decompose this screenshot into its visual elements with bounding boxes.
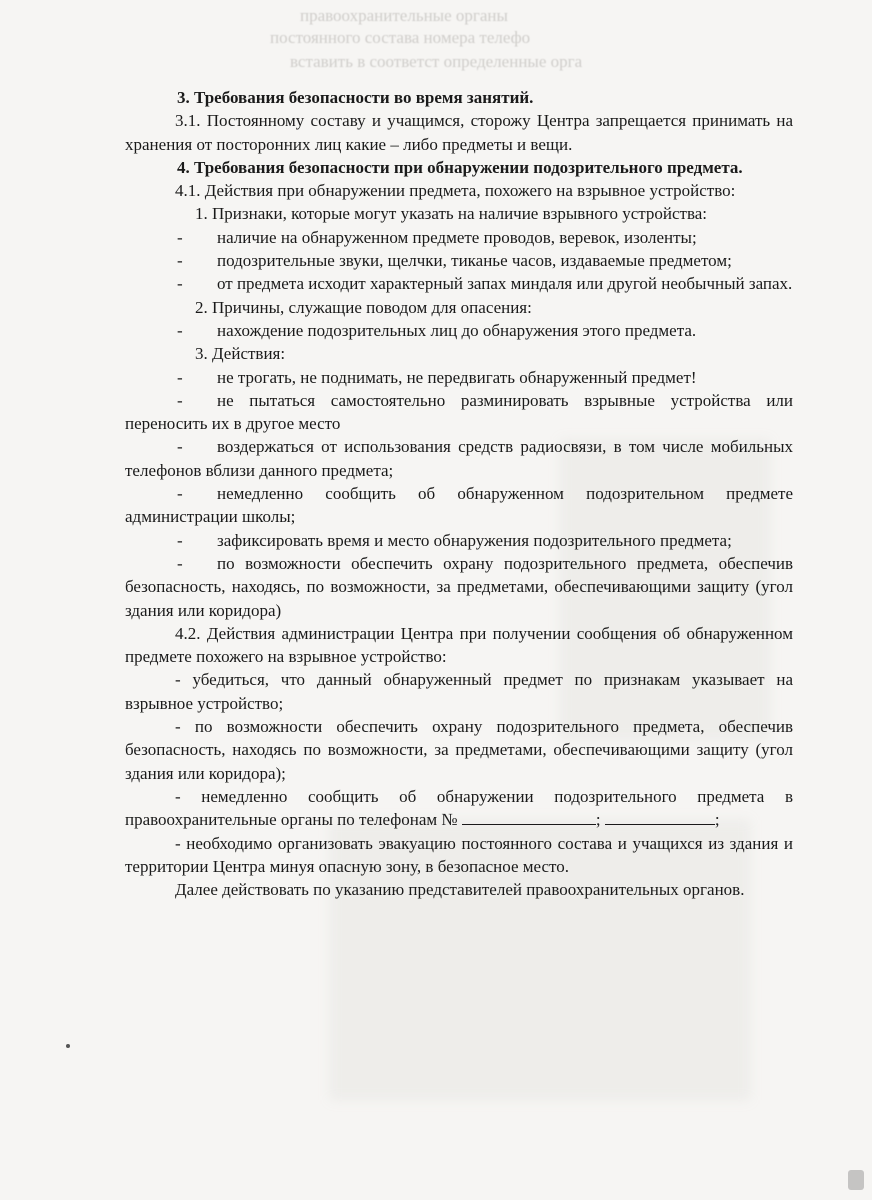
section-3-heading: 3. Требования безопасности во время занятий. xyxy=(177,88,534,107)
item-3-actions: 3. Действия: xyxy=(195,344,286,364)
admin-action-evacuation: - необходимо организовать эвакуацию постоянного состава и учащихся из здания и территории Центра минуя опасную зону, в безопасное место. xyxy=(125,833,793,876)
list-item: - по возможности обеспечить охрану подозрительного предмета, обеспечив безопасность, находясь, по возможности, за предметами, обеспечивающими защиту (угол здания или коридора) xyxy=(125,553,793,620)
bleed-through-text: постоянного состава номера телефо xyxy=(270,28,531,47)
admin-action: - по возможности обеспечить охрану подозрительного предмета, обеспечив безопасность, находясь по возможности, за предметами, обеспечивающими защиту (угол здания или коридора); xyxy=(125,717,793,783)
scan-speck xyxy=(66,1044,70,1048)
bleed-through-text: правоохранительные органы xyxy=(300,6,508,25)
list-item: - нахождение подозрительных лиц до обнаружения этого предмета. xyxy=(177,320,697,340)
list-item: - от предмета исходит характерный запах миндаля или другой необычный запах. xyxy=(177,274,793,294)
list-item: - зафиксировать время и место обнаружения подозрительного предмета; xyxy=(177,530,732,550)
paragraph-3-1: 3.1. Постоянному составу и учащимся, сторожу Центра запрещается принимать на хранения от посторонних лиц какие – либо предметы и вещи. xyxy=(125,111,793,154)
phone-blank-2 xyxy=(605,810,715,825)
document-body xyxy=(125,86,793,901)
list-item: - не трогать, не поднимать, не передвигать обнаруженный предмет! xyxy=(177,367,697,387)
item-1-signs: 1. Признаки, которые могут указать на наличие взрывного устройства: xyxy=(195,204,708,224)
section-4-heading: 4. Требования безопасности при обнаружении подозрительного предмета. xyxy=(177,157,743,177)
admin-action-phones: - немедленно сообщить об обнаружении подозрительного предмета в правоохранительные органы по телефонам № ; ; xyxy=(125,786,793,830)
admin-action: - убедиться, что данный обнаруженный предмет по признакам указывает на взрывное устройство; xyxy=(125,670,793,713)
paragraph-4-2: 4.2. Действия администрации Центра при получении сообщения об обнаруженном предмете похожего на взрывное устройство: xyxy=(125,623,793,667)
item-2-reasons: 2. Причины, служащие поводом для опасения: xyxy=(195,297,532,317)
list-item: - подозрительные звуки, щелчки, тиканье часов, издаваемые предметом; xyxy=(177,251,732,271)
list-item: - воздержаться от использования средств радиосвязи, в том числе мобильных телефонов вблизи данного предмета; xyxy=(125,437,793,480)
phone-blank-1 xyxy=(462,810,596,825)
list-item: - немедленно сообщить об обнаруженном подозрительном предмете администрации школы; xyxy=(125,484,793,527)
list-item: - не пытаться самостоятельно разминировать взрывные устройства или переносить их в другое место xyxy=(125,390,793,434)
scan-corner-artifact xyxy=(848,1170,864,1190)
paragraph-4-1: 4.1. Действия при обнаружении предмета, похожего на взрывное устройство: xyxy=(175,181,736,201)
final-paragraph: Далее действовать по указанию представителей правоохранительных органов. xyxy=(175,880,745,900)
list-item: - наличие на обнаруженном предмете проводов, веревок, изоленты; xyxy=(177,227,697,247)
bleed-through-text: вставить в соответст определенные орга xyxy=(290,52,583,71)
